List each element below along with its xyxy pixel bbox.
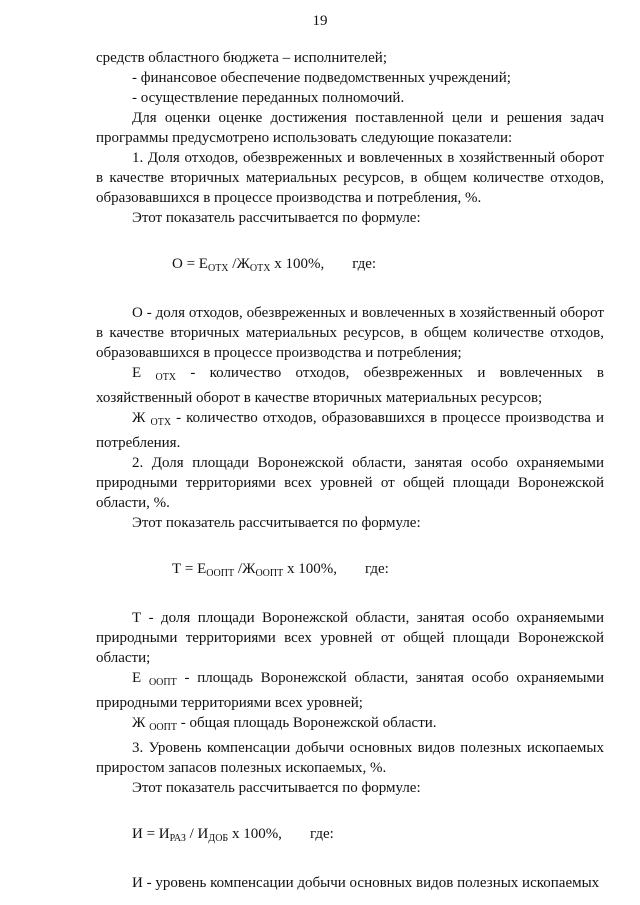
- definition-text: - количество отходов, образовавшихся в процессе производства и потребления.: [96, 410, 604, 451]
- definition-var: Е: [132, 670, 142, 686]
- indicator-1: 1. Доля отходов, обезвреженных и вовлеченных в хозяйственный оборот в качестве вторичных материальных ресурсов, в общем количестве отходов, образовавшихся в процессе производства и потребления, %.: [96, 150, 604, 206]
- definition-sub: ООПТ: [149, 722, 177, 733]
- definition: [96, 713, 604, 738]
- definition: И - уровень компенсации добычи основных видов полезных ископаемых: [132, 875, 600, 891]
- formula-3: [96, 824, 604, 849]
- definition: [96, 668, 604, 713]
- indicator-3: 3. Уровень компенсации добычи основных видов полезных ископаемых приростом запасов полезных ископаемых, %.: [96, 740, 604, 776]
- definition-text: - общая площадь Воронежской области.: [176, 715, 437, 731]
- formula-where: где:: [352, 256, 377, 272]
- formula-mid: /Ж: [228, 256, 250, 272]
- formula-mid: /Ж: [234, 561, 256, 577]
- definition: О - доля отходов, обезвреженных и вовлеченных в хозяйственный оборот в качестве вторичных материальных ресурсов, в общем количестве отходов, образовавшихся в процессе производства и потребления;: [96, 305, 604, 361]
- page-number: 19: [312, 13, 328, 29]
- definition-sub: ООПТ: [148, 677, 177, 688]
- formula-sub: ОТХ: [249, 263, 271, 274]
- formula-mid: / И: [185, 826, 209, 842]
- definition-text: - площадь Воронежской области, занятая особо охраняемыми природными территориями всех уровней;: [96, 670, 604, 711]
- formula-tail: х 100%,: [228, 826, 282, 842]
- definition-sub: ОТХ: [155, 372, 177, 383]
- definition-text: - количество отходов, обезвреженных и вовлеченных в хозяйственный оборот в качестве вторичных материальных ресурсов;: [96, 365, 604, 406]
- definition: [96, 363, 604, 408]
- indicator-2: 2. Доля площади Воронежской области, занятая особо охраняемыми природными территориями всех уровней от общей площади Воронежской области, %.: [96, 455, 604, 511]
- paragraph: - финансовое обеспечение подведомственных учреждений;: [132, 70, 511, 86]
- formula-where: где:: [364, 561, 389, 577]
- formula-2: [96, 559, 604, 584]
- formula-sub: ООПТ: [255, 568, 284, 579]
- formula-1: [96, 254, 604, 279]
- formula-sub: ООПТ: [206, 568, 235, 579]
- paragraph: Этот показатель рассчитывается по формуле:: [132, 515, 421, 531]
- paragraph: Этот показатель рассчитывается по формуле:: [132, 210, 421, 226]
- definition-var: Ж: [132, 715, 146, 731]
- definition: [96, 408, 604, 453]
- formula-sub: РАЗ: [169, 833, 186, 844]
- formula-sub: ОТХ: [207, 263, 229, 274]
- definition-var: Е: [132, 365, 142, 381]
- formula-lhs: Т = Е: [172, 561, 207, 577]
- formula-tail: х 100%,: [283, 561, 337, 577]
- formula-tail: х 100%,: [270, 256, 325, 272]
- paragraph: Для оценки оценке достижения поставленной цели и решения задач программы предусмотрено использовать следующие показатели:: [96, 110, 604, 146]
- formula-where: где:: [309, 826, 334, 842]
- formula-lhs: О = Е: [172, 256, 208, 272]
- definition: Т - доля площади Воронежской области, занятая особо охраняемыми природными территориями всех уровней от общей площади Воронежской области;: [96, 610, 604, 666]
- formula-lhs: И = И: [132, 826, 170, 842]
- paragraph: Этот показатель рассчитывается по формуле:: [132, 780, 421, 796]
- definition-sub: ОТХ: [150, 417, 172, 428]
- paragraph: средств областного бюджета – исполнителей;: [96, 50, 387, 66]
- paragraph: - осуществление переданных полномочий.: [132, 90, 405, 106]
- document-body: [96, 48, 604, 893]
- definition-var: Ж: [132, 410, 146, 426]
- formula-sub: ДОБ: [208, 833, 229, 844]
